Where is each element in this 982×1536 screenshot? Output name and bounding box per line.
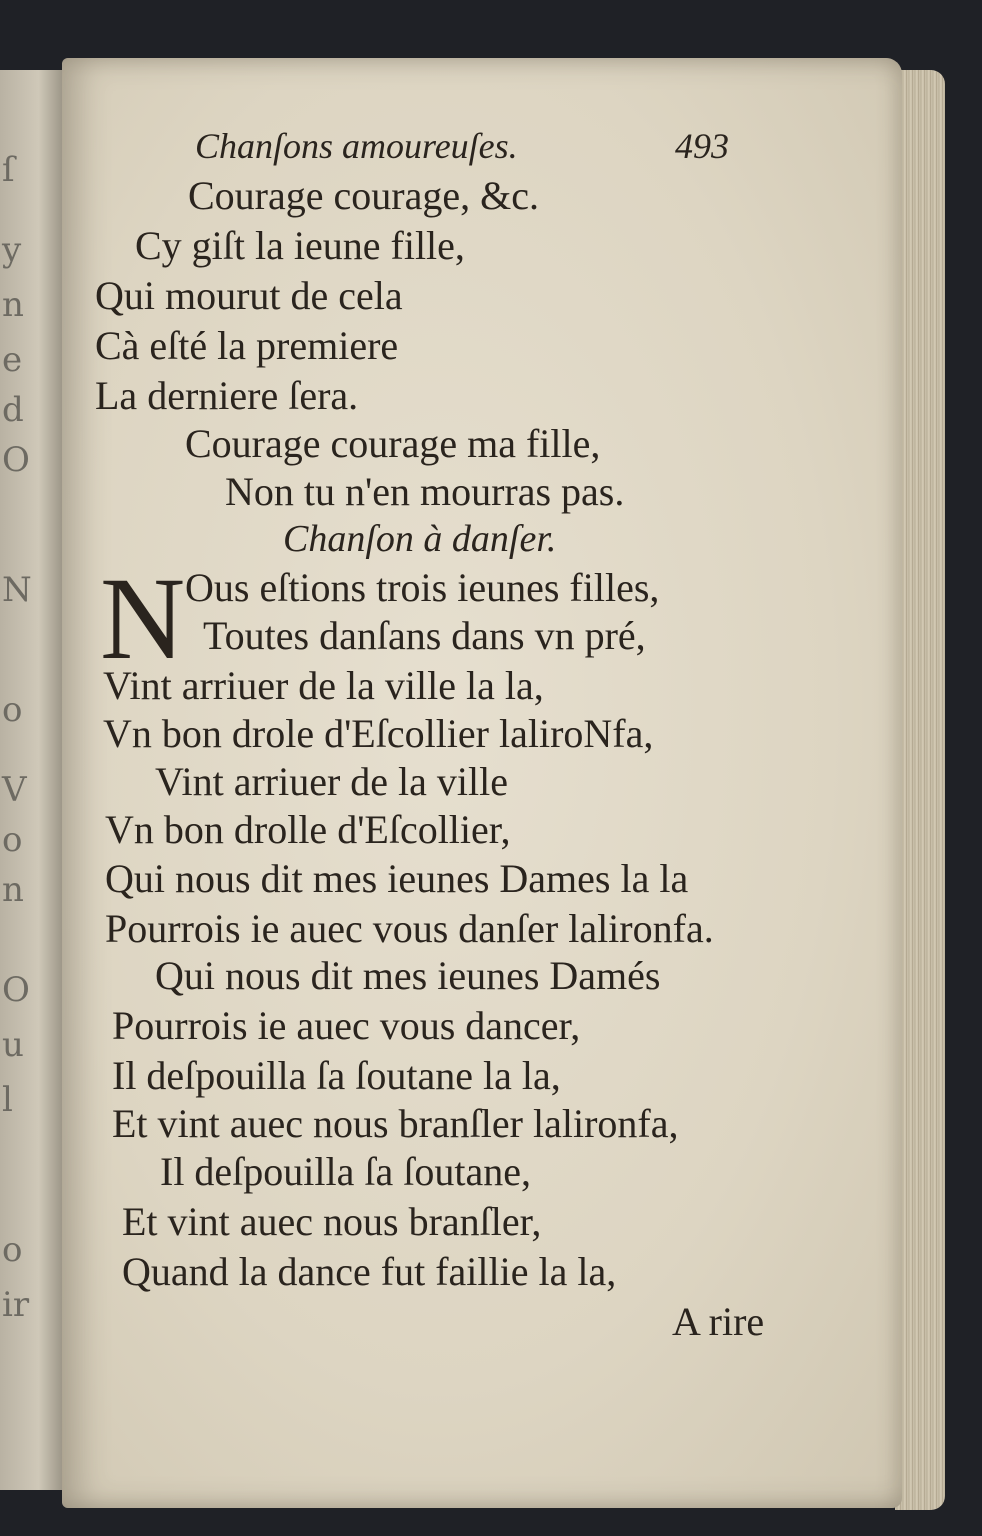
facing-page-letter: o: [2, 690, 23, 730]
page-number: 493: [675, 126, 729, 166]
facing-page-letter: o: [2, 1230, 23, 1270]
facing-page-letter: l: [2, 1080, 13, 1120]
text-line: Courage courage, &c.: [188, 173, 539, 218]
drop-cap: N: [100, 553, 186, 684]
facing-page-letter: ir: [2, 1285, 30, 1325]
text-line: La derniere ſera.: [95, 373, 359, 418]
facing-page-edge: [0, 70, 70, 1490]
facing-page-letter: V: [2, 770, 27, 810]
text-line: Courage courage ma fille,: [185, 421, 601, 466]
facing-page-letter: n: [2, 285, 24, 325]
page-edge-stack: [895, 70, 945, 1510]
text-line: Cy giſt la ieune fille,: [135, 223, 465, 268]
text-line: Pourrois ie auec vous dancer,: [112, 1003, 581, 1048]
text-line: Toutes danſans dans vn pré,: [203, 613, 646, 658]
facing-page-letter: d: [2, 390, 24, 430]
facing-page-letter: O: [2, 970, 30, 1010]
facing-page-letter: O: [2, 440, 30, 480]
text-line: Vint arriuer de la ville la la,: [103, 663, 544, 708]
text-line: Il deſpouilla ſa ſoutane la la,: [112, 1053, 561, 1098]
text-line: Qui mourut de cela: [95, 273, 403, 318]
text-line: Pourrois ie auec vous danſer lalironfa.: [105, 906, 714, 951]
text-line: Ous eſtions trois ieunes filles,: [185, 565, 660, 610]
facing-page-letter: u: [2, 1025, 24, 1065]
facing-page-letter: ſ: [2, 150, 15, 190]
text-line: Vn bon drolle d'Eſcollier,: [105, 807, 511, 852]
facing-page-letter: n: [2, 870, 24, 910]
text-line: Qui nous dit mes ieunes Damés: [155, 953, 661, 998]
text-line: Non tu n'en mourras pas.: [225, 469, 625, 514]
text-line: Il deſpouilla ſa ſoutane,: [160, 1149, 531, 1194]
facing-page-letter: o: [2, 820, 23, 860]
running-header: Chanſons amoureuſes.: [195, 126, 518, 166]
text-line: Quand la dance fut faillie la la,: [122, 1249, 617, 1294]
section-title: Chanſon à danſer.: [283, 518, 557, 560]
text-line: Et vint auec nous branſler lalironfa,: [112, 1101, 679, 1146]
facing-page-letter: e: [2, 340, 23, 380]
text-line: Vint arriuer de la ville: [155, 759, 509, 804]
facing-page-letter: N: [2, 570, 32, 610]
text-line: Qui nous dit mes ieunes Dames la la: [105, 856, 689, 901]
text-line: Et vint auec nous branſler,: [122, 1199, 542, 1244]
text-line: Cà eſté la premiere: [95, 323, 399, 368]
catchword: A rire: [672, 1299, 765, 1344]
text-line: Vn bon drole d'Eſcollier laliroNfa,: [103, 711, 654, 756]
facing-page-letter: y: [2, 230, 22, 270]
